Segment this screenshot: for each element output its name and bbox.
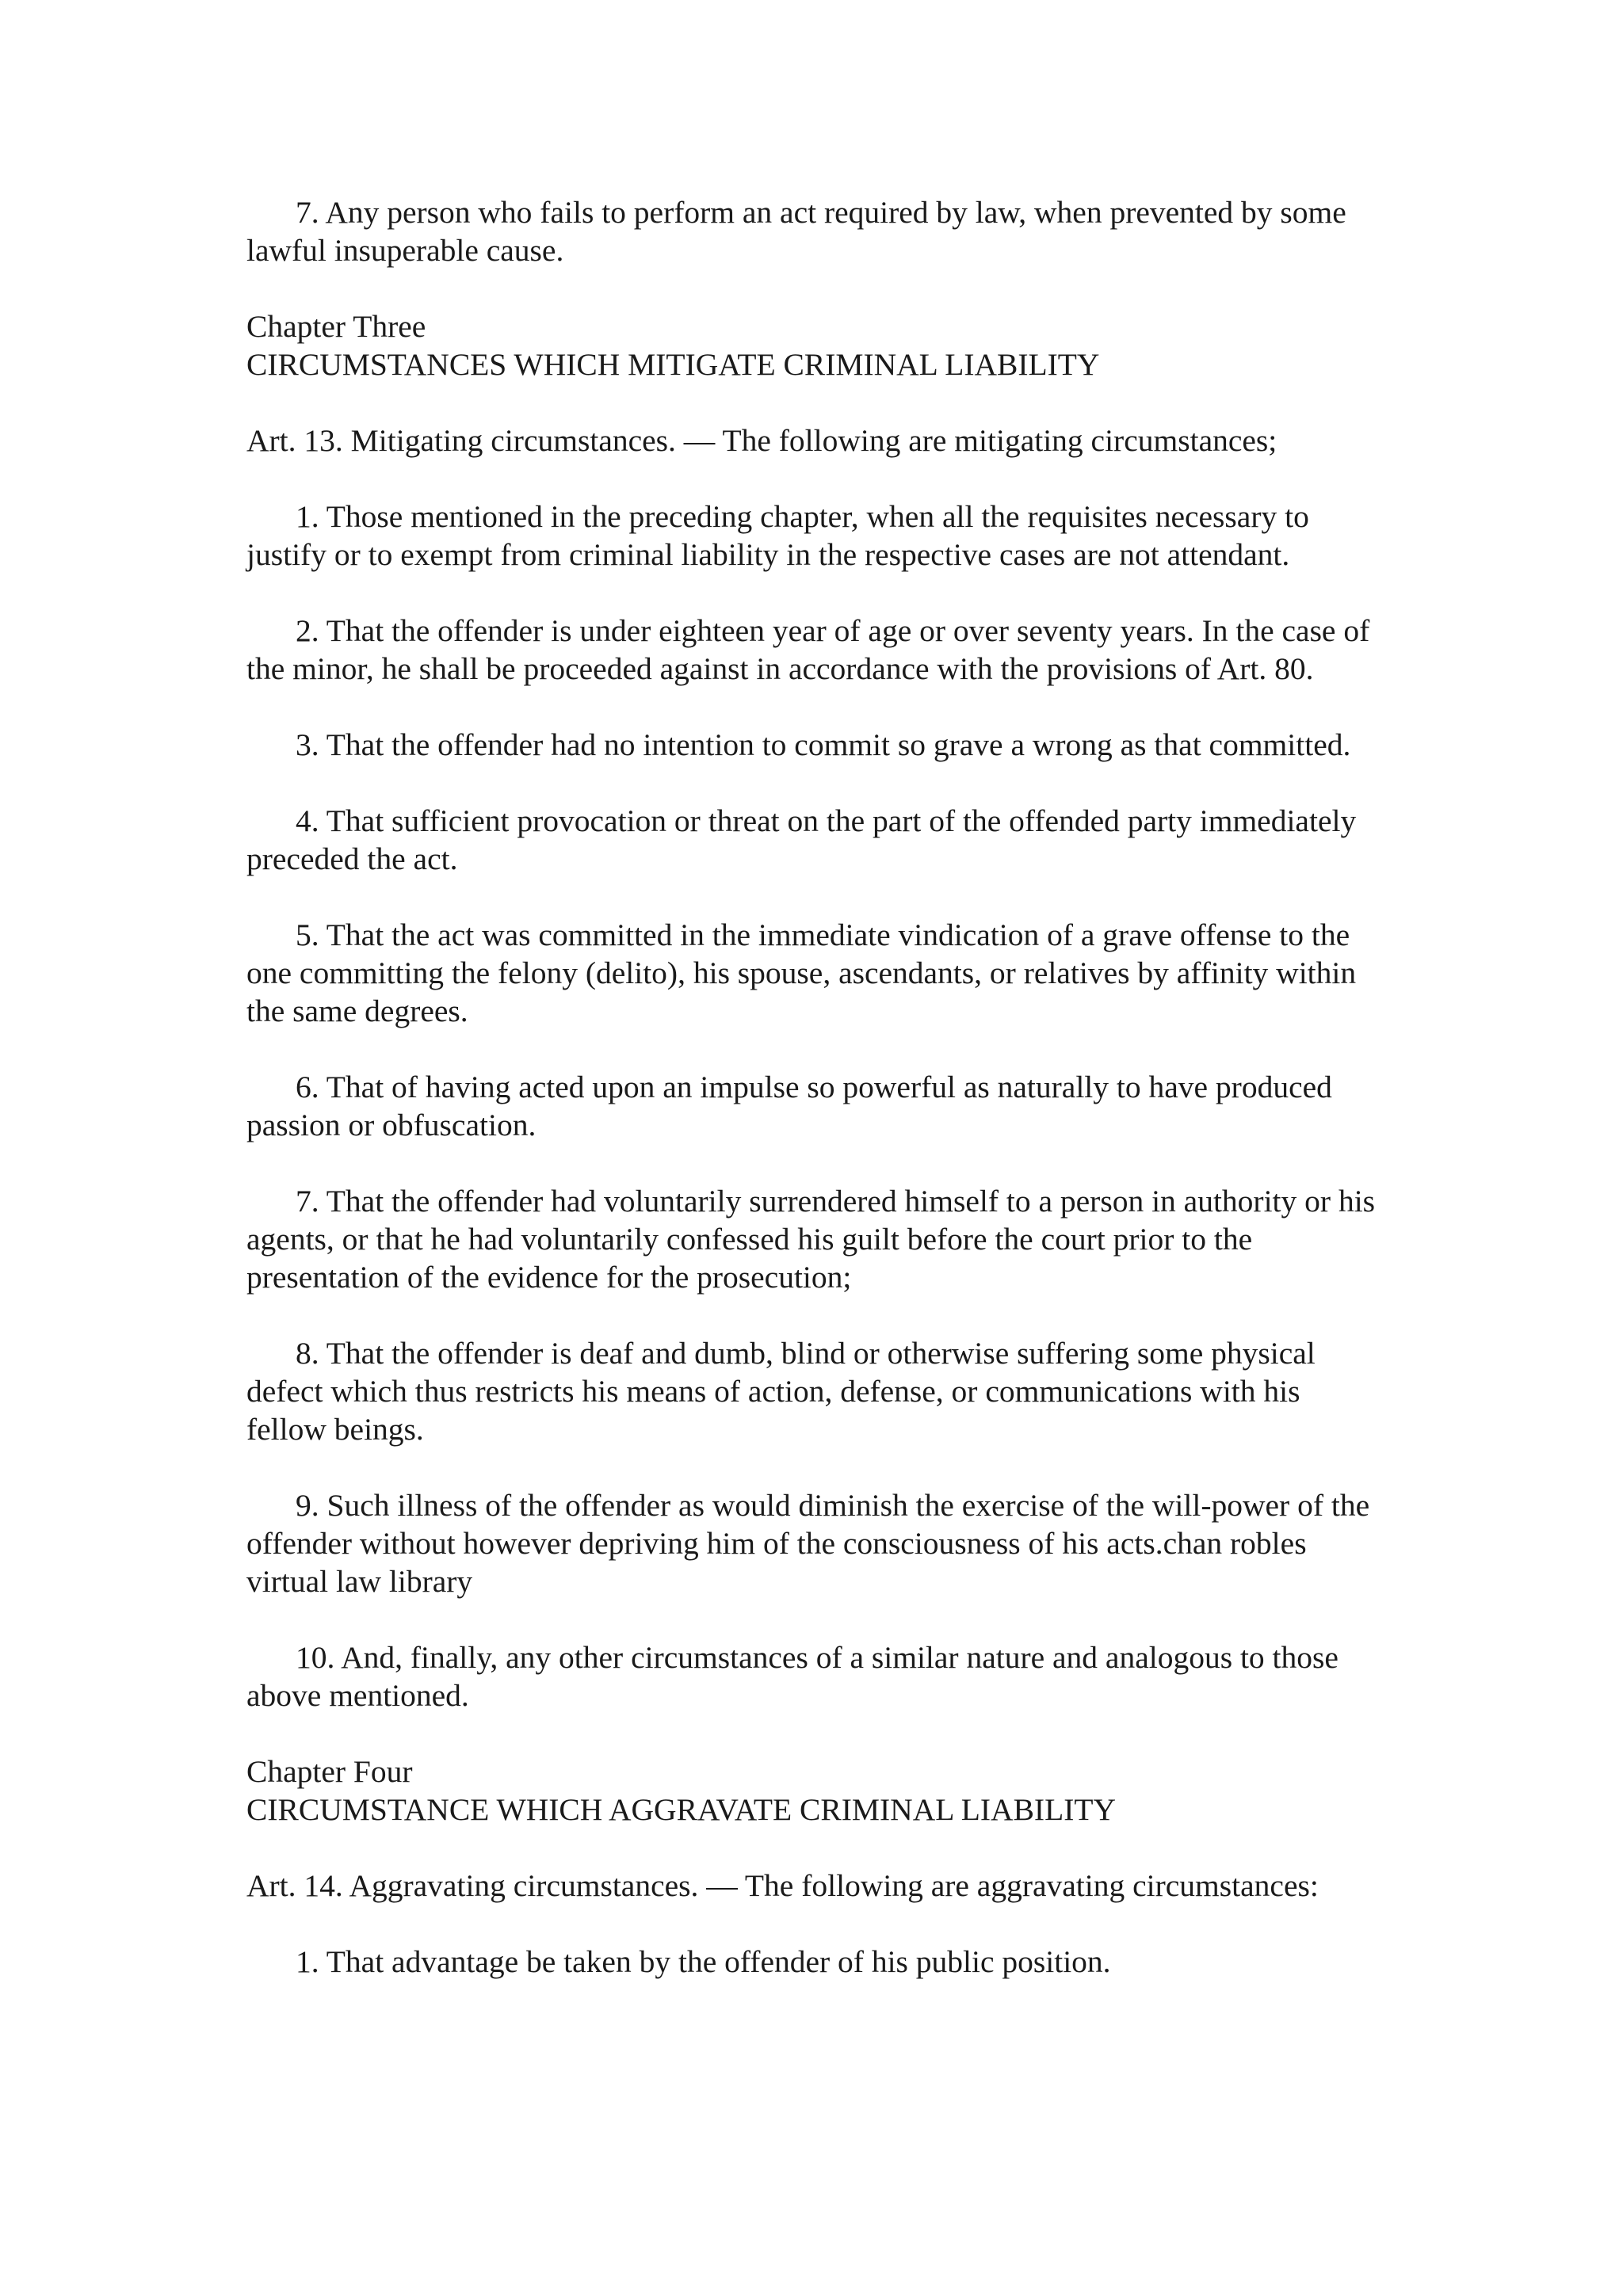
list-item: 2. That the offender is under eighteen year of age or over seventy years. In the case of the minor, he shall be proceeded against in accordance with the provisions of Art. 80.: [246, 613, 1370, 686]
document-body: [246, 193, 1388, 1981]
list-item: 1. That advantage be taken by the offender of his public position.: [296, 1944, 1111, 1979]
article-13-heading: Art. 13. Mitigating circumstances. — The following are mitigating circumstances;: [246, 423, 1277, 458]
item-text: Any person who fails to perform an act required by law, when prevented by some lawful insuperable cause.: [246, 195, 1346, 268]
list-item: 4. That sufficient provocation or threat on the part of the offended party immediately preceded the act.: [246, 803, 1357, 876]
list-item: 9. Such illness of the offender as would diminish the exercise of the will-power of the offender without however depriving him of the consciousness of his acts.chan robles virtual law library: [246, 1488, 1370, 1599]
list-item: 5. That the act was committed in the immediate vindication of a grave offense to the one committing the felony (delito), his spouse, ascendants, or relatives by affinity within the same degrees.: [246, 917, 1357, 1028]
chapter-three-heading: [246, 307, 1388, 383]
chapter-four-heading: [246, 1753, 1388, 1829]
list-item: 1. Those mentioned in the preceding chapter, when all the requisites necessary to justify or to exempt from criminal liability in the respective cases are not attendant.: [246, 499, 1309, 572]
list-item: 7. That the offender had voluntarily surrendered himself to a person in authority or his agents, or that he had voluntarily confessed his guilt before the court prior to the presentation of the evidence for the prosecution;: [246, 1184, 1376, 1295]
list-item: 8. That the offender is deaf and dumb, blind or otherwise suffering some physical defect which thus restricts his means of action, defense, or communications with his fellow beings.: [246, 1336, 1316, 1447]
chapter-title: Chapter Four: [246, 1754, 413, 1789]
list-item: 6. That of having acted upon an impulse so powerful as naturally to have produced passion or obfuscation.: [246, 1070, 1332, 1142]
item-number: 7.: [296, 195, 319, 230]
list-item: 3. That the offender had no intention to commit so grave a wrong as that committed.: [296, 727, 1351, 762]
list-item: 10. And, finally, any other circumstances of a similar nature and analogous to those above mentioned.: [246, 1640, 1338, 1713]
article-14-heading: Art. 14. Aggravating circumstances. — The following are aggravating circumstances:: [246, 1868, 1319, 1903]
list-item: [246, 193, 1388, 269]
chapter-title: Chapter Three: [246, 309, 426, 344]
chapter-subtitle: CIRCUMSTANCE WHICH AGGRAVATE CRIMINAL LIABILITY: [246, 1792, 1117, 1827]
chapter-subtitle: CIRCUMSTANCES WHICH MITIGATE CRIMINAL LIABILITY: [246, 347, 1100, 382]
